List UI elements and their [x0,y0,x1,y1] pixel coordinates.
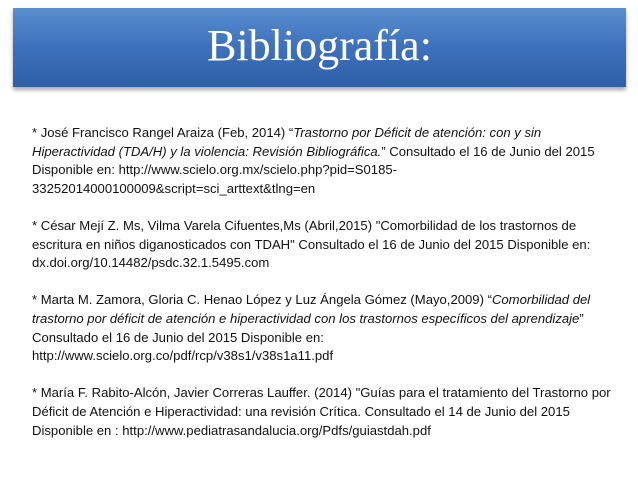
slide-title: Bibliografía: [207,20,432,70]
reference-2-text: * César Mejí Z. Ms, Vilma Varela Cifuentes,Ms (Abril,2015) "Comorbilidad de los trastornos de escritura en niños diganosticados con TDAH" Consultado el 16 de Junio del 2015 Disponible en: dx.doi.org/10.14482/psdc.32.1.5495.com [32,217,591,271]
reference-3-text: * Marta M. Zamora, Gloria C. Henao López y Luz Ángela Gómez (Mayo,2009) “ [32,292,492,308]
reference-1-text: * José Francisco Rangel Araiza (Feb, 2014) “ [32,125,294,140]
reference-1-details: ” Consultado el 16 de Junio del 2015 Disponible en: http://www.scielo.org.mx/scielo.php?pid=S0185-33252014000100009&script=sci_arttext&tlng=en [32,143,595,196]
title-banner [13,8,626,87]
reference-3-title: Comorbilidad del trastorno por déficit de atención e hiperactividad con los trastornos específicos del aprendizaje [32,292,591,326]
reference-item-3 [32,291,622,365]
reference-1-title: Trastorno por Déficit de atención: con y sin Hiperactividad (TDA/H) y la violencia: Revisión Bibliográfica. [32,125,542,159]
reference-4-text: * María F. Rabito-Alcón, Javier Correras Lauffer. (2014) "Guías para el tratamiento del Trastorno por Déficit de Atención e Hiperactividad: una revisión Crítica. Consultado el 14 de Junio del 2015 Disponible en : http://www.pediatrasandalucia.org/Pdfs/guiastdah.pdf [32,385,611,438]
reference-item-1 [32,124,622,198]
reference-item-4 [32,384,622,440]
reference-item-2 [32,217,622,273]
bibliography-list [32,124,622,440]
reference-3-details: ” Consultado el 16 de Junio del 2015 Disponible en: http://www.scielo.org.co/pdf/rcp/v38s1/v38s1a11.pdf [32,310,584,364]
